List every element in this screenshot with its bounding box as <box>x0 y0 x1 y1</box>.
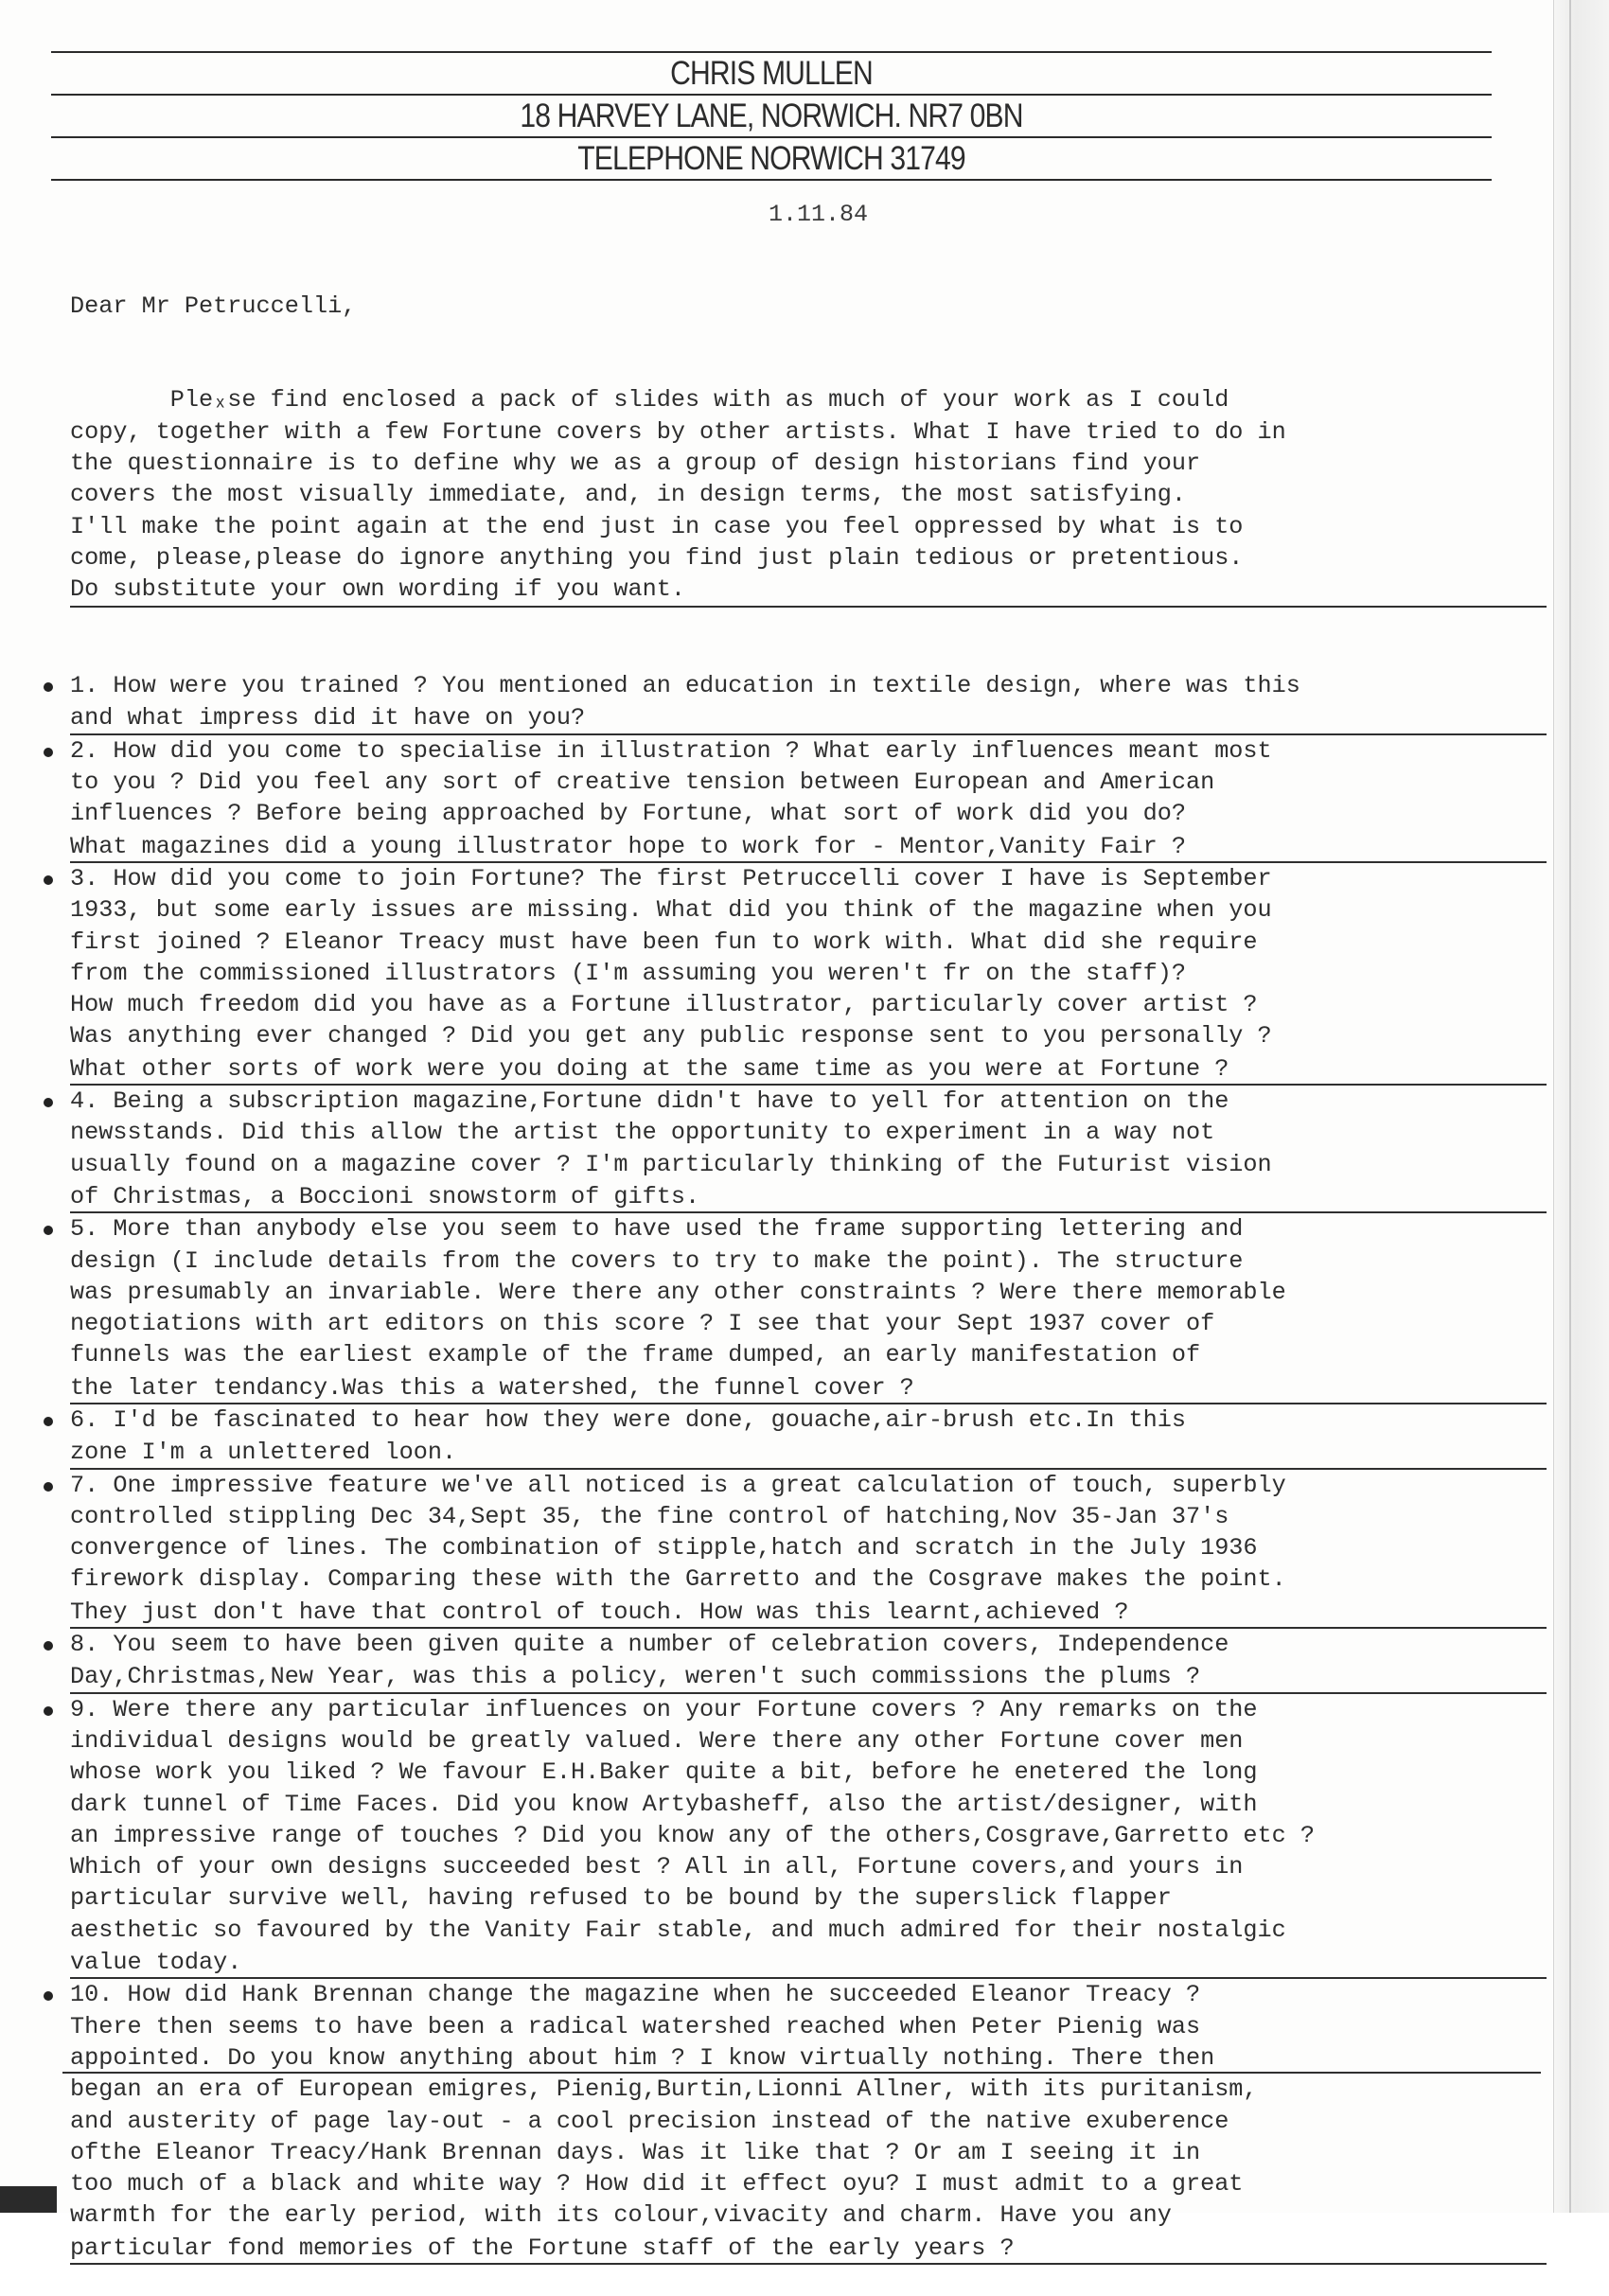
question-line: controlled stippling Dec 34,Sept 35, the fine control of hatching,Nov 35-Jan 37's <box>70 1502 1229 1530</box>
intro-paragraph <box>70 384 1547 607</box>
question-line: first joined ? Eleanor Treacy must have been fun to work with. What did she require <box>70 927 1258 956</box>
question-line: the later tendancy.Was this a watershed, the funnel cover ? <box>70 1371 1547 1404</box>
question-line: convergence of lines. The combination of stipple,hatch and scratch in the July 1936 <box>70 1534 1258 1563</box>
question-1 <box>70 670 1547 735</box>
intro-line: copy, together with a few Fortune covers by other artists. What I have tried to do in <box>70 417 1286 446</box>
question-line: newsstands. Did this allow the artist the opportunity to experiment in a way not <box>70 1119 1215 1147</box>
bullet-icon <box>44 1991 53 2001</box>
intro-line: I'll make the point again at the end just in case you feel oppressed by what is to <box>70 512 1244 540</box>
question-line: and what impress did it have on you? <box>70 701 1547 734</box>
letter-date: 1.11.84 <box>769 201 869 228</box>
bullet-icon <box>44 875 53 885</box>
question-6 <box>70 1404 1547 1470</box>
question-line: 2. How did you come to specialise in illustration ? What early influences meant most <box>70 736 1272 765</box>
question-line: 1933, but some early issues are missing. What did you think of the magazine when you <box>70 896 1272 925</box>
question-line: negotiations with art editors on this score ? I see that your Sept 1937 cover of <box>70 1310 1215 1338</box>
question-line: firework display. Comparing these with the Garretto and the Cosgrave makes the point. <box>70 1565 1286 1594</box>
question-line: 4. Being a subscription magazine,Fortune didn't have to yell for attention on the <box>70 1087 1229 1116</box>
question-line: What magazines did a young illustrator hope to work for - Mentor,Vanity Fair ? <box>70 830 1547 863</box>
question-8 <box>70 1629 1547 1694</box>
question-line: dark tunnel of Time Faces. Did you know Artybasheff, also the artist/designer, with <box>70 1790 1258 1818</box>
question-line: Which of your own designs succeeded best ? All in all, Fortune covers,and yours in <box>70 1853 1244 1881</box>
letterhead-rule <box>51 179 1492 181</box>
question-3 <box>70 863 1547 1086</box>
question-line: 9. Were there any particular influences on your Fortune covers ? Any remarks on the <box>70 1695 1258 1723</box>
bullet-icon <box>44 1641 53 1651</box>
question-line: 1. How were you trained ? You mentioned an education in textile design, where was this <box>70 672 1300 700</box>
question-2 <box>70 735 1547 863</box>
question-7 <box>70 1470 1547 1629</box>
question-9 <box>70 1694 1547 1980</box>
letterhead-telephone: TELEPHONE NORWICH 31749 <box>577 139 965 177</box>
question-line: 7. One impressive feature we've all noticed is a great calculation of touch, superbly <box>70 1471 1286 1499</box>
question-line: Was anything ever changed ? Did you get any public response sent to you personally ? <box>70 1022 1272 1051</box>
bullet-icon <box>44 1098 53 1107</box>
intro-line: come, please,please do ignore anything you find just plain tedious or pretentious. <box>70 543 1244 572</box>
intro-line: the questionnaire is to define why we as a group of design historians find your <box>70 450 1201 478</box>
question-line: 10. How did Hank Brennan change the magazine when he succeeded Eleanor Treacy ? <box>70 1981 1201 2009</box>
question-line: too much of a black and white way ? How did it effect oyu? I must admit to a great <box>70 2170 1244 2199</box>
question-line: from the commissioned illustrators (I'm assuming you weren't fr on the staff)? <box>70 959 1186 987</box>
bullet-icon <box>44 1482 53 1492</box>
bullet-icon <box>44 682 53 692</box>
question-4 <box>70 1086 1547 1213</box>
question-line: ofthe Eleanor Treacy/Hank Brennan days. Was it like that ? Or am I seeing it in <box>70 2138 1201 2166</box>
question-line: zone I'm a unlettered loon. <box>70 1436 1547 1469</box>
bullet-icon <box>44 1226 53 1235</box>
letterhead <box>51 51 1492 181</box>
question-line: particular survive well, having refused to be bound by the superslick flapper <box>70 1884 1172 1913</box>
intro-line: Do substitute your own wording if you want. <box>70 574 1547 607</box>
question-line: 6. I'd be fascinated to hear how they were done, gouache,air-brush etc.In this <box>70 1405 1186 1434</box>
questionnaire <box>70 670 1547 2265</box>
intro-line: Pleₓse find enclosed a pack of slides with as much of your work as I could <box>70 386 1229 415</box>
question-line: 5. More than anybody else you seem to have used the frame supporting lettering and <box>70 1215 1244 1244</box>
question-line: What other sorts of work were you doing at the same time as you were at Fortune ? <box>70 1052 1547 1086</box>
question-line: How much freedom did you have as a Fortune illustrator, particularly cover artist ? <box>70 991 1258 1019</box>
question-line: was presumably an invariable. Were there any other constraints ? Were there memorable <box>70 1278 1286 1306</box>
question-line: to you ? Did you feel any sort of creative tension between European and American <box>70 768 1215 797</box>
question-line: Day,Christmas,New Year, was this a policy, weren't such commissions the plums ? <box>70 1660 1547 1693</box>
question-10 <box>70 1979 1547 2265</box>
bullet-icon <box>44 1706 53 1716</box>
question-line: They just don't have that control of touch. How was this learnt,achieved ? <box>70 1596 1547 1629</box>
letter-body <box>70 227 1547 2296</box>
question-line: particular fond memories of the Fortune staff of the early years ? <box>70 2232 1547 2265</box>
question-line: individual designs would be greatly valued. Were there any other Fortune cover men <box>70 1726 1244 1755</box>
bullet-icon <box>44 748 53 757</box>
question-line: design (I include details from the covers to try to make the point). The structure <box>70 1246 1244 1275</box>
question-line: appointed. Do you know anything about him ? I know virtually nothing. There then <box>70 2043 1215 2072</box>
question-line: value today. <box>70 1946 1547 1979</box>
question-line: usually found on a magazine cover ? I'm particularly thinking of the Futurist vision <box>70 1150 1272 1178</box>
question-line: whose work you liked ? We favour E.H.Baker quite a bit, before he enetered the long <box>70 1758 1258 1787</box>
question-line: aesthetic so favoured by the Vanity Fair stable, and much admired for their nostalgic <box>70 1916 1286 1944</box>
question-line: There then seems to have been a radical watershed reached when Peter Pienig was <box>70 2012 1201 2040</box>
question-line: influences ? Before being approached by Fortune, what sort of work did you do? <box>70 800 1186 828</box>
question-line: and austerity of page lay-out - a cool precision instead of the native exuberence <box>70 2107 1229 2135</box>
intro-line: covers the most visually immediate, and, in design terms, the most satisfying. <box>70 481 1186 509</box>
question-line: began an era of European emigres, Pienig,Burtin,Lionni Allner, with its puritanism, <box>70 2075 1258 2104</box>
scan-shadow <box>0 2186 57 2213</box>
letterhead-name: CHRIS MULLEN <box>670 54 873 92</box>
letterhead-address: 18 HARVEY LANE, NORWICH. NR7 0BN <box>520 97 1023 134</box>
question-line: 3. How did you come to join Fortune? The first Petruccelli cover I have is September <box>70 864 1272 892</box>
closing-rule <box>62 2072 1541 2074</box>
question-5 <box>70 1213 1547 1404</box>
question-line: funnels was the earliest example of the frame dumped, an early manifestation of <box>70 1341 1201 1369</box>
question-line: 8. You seem to have been given quite a number of celebration covers, Independence <box>70 1631 1229 1659</box>
question-line: of Christmas, a Boccioni snowstorm of gifts. <box>70 1180 1547 1213</box>
page-edge <box>1553 0 1609 2213</box>
question-line: warmth for the early period, with its colour,vivacity and charm. Have you any <box>70 2201 1172 2230</box>
bullet-icon <box>44 1417 53 1426</box>
salutation: Dear Mr Petruccelli, <box>70 291 357 320</box>
question-line: an impressive range of touches ? Did you know any of the others,Cosgrave,Garretto etc ? <box>70 1821 1316 1849</box>
